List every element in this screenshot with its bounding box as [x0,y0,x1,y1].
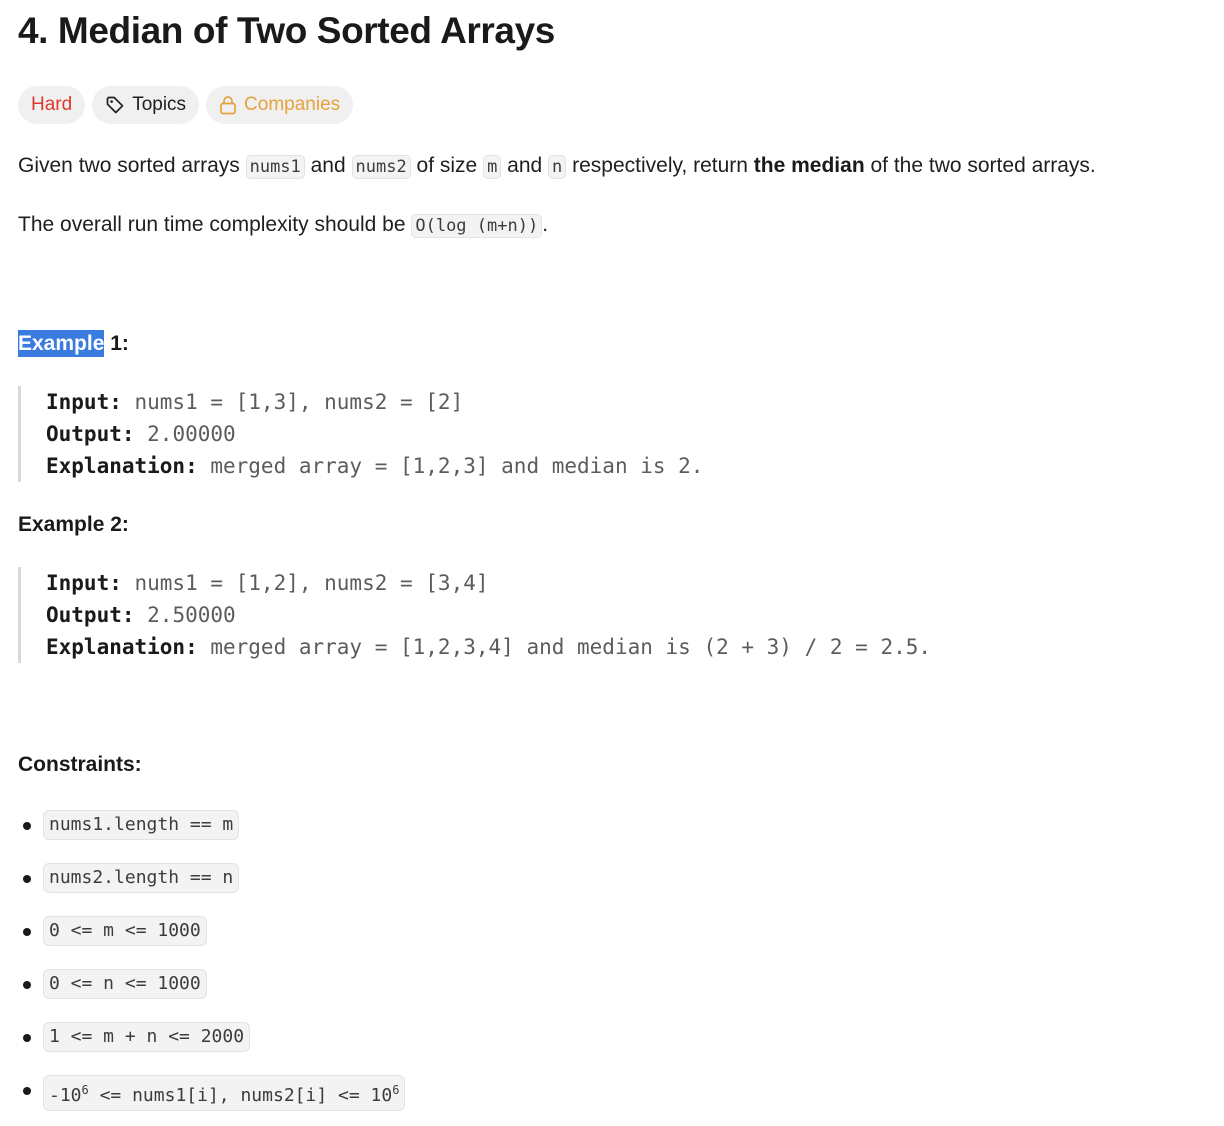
inline-code: O(log (m+n)) [411,214,542,238]
input-label: Input: [46,571,122,595]
bullet-icon [23,981,31,989]
bullet-icon [23,1087,31,1095]
input-value: nums1 = [1,3], nums2 = [2] [121,390,464,414]
bullet-icon [23,928,31,936]
text-span: of the two sorted arrays. [864,154,1096,177]
exponent: 6 [392,1083,400,1097]
text-span: and [304,154,352,177]
topics-button[interactable] [92,86,199,124]
selected-text[interactable]: Example [18,332,105,355]
input-value: nums1 = [1,2], nums2 = [3,4] [121,571,489,595]
code-text: <= nums1[i], nums2[i] <= 10 [88,1085,393,1106]
text-span: . [542,213,549,236]
bold-text: the median [753,154,865,177]
problem-title: 4. Median of Two Sorted Arrays [18,10,555,51]
constraint-code: 0 <= m <= 1000 [43,916,207,946]
text-span: of size [410,154,484,177]
example-output-line [46,418,703,450]
topics-label: Topics [132,94,187,115]
constraints-heading: Constraints: [18,753,142,776]
example-1-heading [18,329,129,359]
explanation-label: Explanation: [46,635,198,659]
inline-code: m [483,155,501,179]
constraint-code: 1 <= m + n <= 2000 [43,1022,250,1052]
example-input-line [46,386,703,418]
difficulty-label: Hard [31,94,73,115]
text-span: Given two sorted arrays [18,154,246,177]
output-label: Output: [46,422,135,446]
example-1-block [18,386,703,482]
complexity-paragraph [18,210,548,241]
inline-code: nums2 [352,155,411,179]
inline-code: nums1 [246,155,305,179]
example-output-line [46,599,931,631]
bullet-icon [23,875,31,883]
example-2-heading: Example 2: [18,513,129,536]
text-span: The overall run time complexity should be [18,213,412,236]
example-input-line [46,567,931,599]
output-value: 2.50000 [134,603,236,627]
constraint-code: nums1.length == m [43,810,239,840]
explanation-label: Explanation: [46,454,198,478]
difficulty-badge[interactable] [18,86,85,124]
constraint-code: 0 <= n <= 1000 [43,969,207,999]
tag-icon [105,95,125,115]
example-number: 1: [104,332,129,355]
output-label: Output: [46,603,135,627]
example-explanation-line [46,631,931,663]
text-span: respectively, return [566,154,754,177]
companies-label: Companies [244,94,341,115]
explanation-value: merged array = [1,2,3] and median is 2. [197,454,704,478]
description-paragraph [18,151,1096,182]
lock-icon [219,95,237,115]
companies-button[interactable] [206,86,353,124]
constraint-code [43,1075,405,1111]
exponent: 6 [81,1083,89,1097]
example-2-block [18,567,931,663]
text-span: and [501,154,549,177]
bullet-icon [23,822,31,830]
tag-row [18,86,353,124]
bullet-icon [23,1034,31,1042]
example-explanation-line [46,450,703,482]
output-value: 2.00000 [134,422,236,446]
code-text: -10 [49,1085,82,1106]
constraint-code: nums2.length == n [43,863,239,893]
input-label: Input: [46,390,122,414]
explanation-value: merged array = [1,2,3,4] and median is (2 + 3) / 2 = 2.5. [197,635,932,659]
inline-code: n [548,155,566,179]
